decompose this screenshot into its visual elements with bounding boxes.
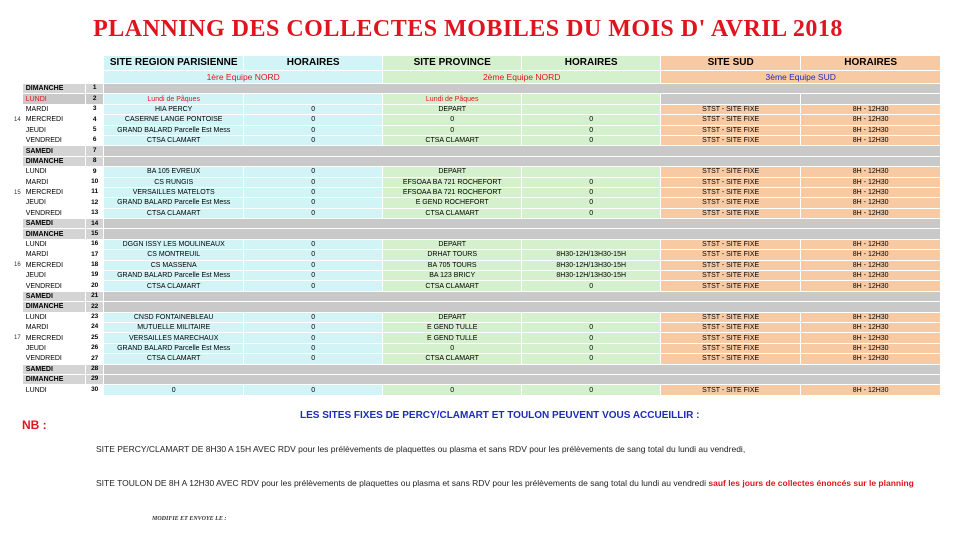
sud-site: STST - SITE FIXE [661, 312, 801, 322]
day-name: MARDI [23, 104, 86, 114]
province-site: DEPART [383, 312, 522, 322]
table-row [14, 94, 941, 104]
paris-site: 0 [104, 385, 244, 395]
sud-horaires: 8H - 12H30 [801, 208, 941, 218]
province-site: DEPART [383, 104, 522, 114]
sud-site: STST - SITE FIXE [661, 177, 801, 187]
team-nord-2: 2ème Equipe NORD [383, 71, 661, 84]
cell-empty [104, 302, 941, 312]
week-number [14, 94, 23, 104]
day-date: 29 [86, 374, 104, 384]
day-name: MERCREDI [23, 260, 86, 270]
paris-site: HIA PERCY [104, 104, 244, 114]
paris-site: GRAND BALARD Parcelle Est Mess [104, 198, 244, 208]
paris-horaires: 0 [244, 260, 383, 270]
day-name: VENDREDI [23, 208, 86, 218]
sud-horaires [801, 94, 941, 104]
province-horaires: 0 [522, 187, 661, 197]
paris-horaires: 0 [244, 187, 383, 197]
paris-site: CS RUNGIS [104, 177, 244, 187]
paris-horaires: 0 [244, 281, 383, 291]
paris-horaires [244, 94, 383, 104]
week-number [14, 271, 23, 281]
sud-site: STST - SITE FIXE [661, 115, 801, 125]
day-date: 17 [86, 250, 104, 260]
day-date: 9 [86, 167, 104, 177]
province-site: EFSOAA BA 721 ROCHEFORT [383, 177, 522, 187]
nb-toulon [96, 477, 936, 489]
paris-horaires: 0 [244, 322, 383, 332]
paris-site: GRAND BALARD Parcelle Est Mess [104, 271, 244, 281]
paris-site: CTSA CLAMART [104, 281, 244, 291]
day-name: DIMANCHE [23, 302, 86, 312]
week-number [14, 281, 23, 291]
day-name: LUNDI [23, 167, 86, 177]
table-row [14, 219, 941, 229]
province-horaires: 8H30-12H/13H30-15H [522, 250, 661, 260]
province-horaires: 0 [522, 322, 661, 332]
cell-empty [104, 219, 941, 229]
week-number [14, 239, 23, 249]
header-paris: SITE REGION PARISIENNE [104, 56, 244, 71]
table-row [14, 374, 941, 384]
province-horaires: 0 [522, 177, 661, 187]
sud-site: STST - SITE FIXE [661, 271, 801, 281]
sud-horaires: 8H - 12H30 [801, 239, 941, 249]
sud-horaires: 8H - 12H30 [801, 104, 941, 114]
table-row [14, 177, 941, 187]
sud-horaires: 8H - 12H30 [801, 135, 941, 145]
table-row [14, 385, 941, 395]
day-date: 27 [86, 354, 104, 364]
day-date: 6 [86, 135, 104, 145]
week-number [14, 125, 23, 135]
day-name: SAMEDI [23, 364, 86, 374]
paris-site: BA 105 EVREUX [104, 167, 244, 177]
sud-horaires: 8H - 12H30 [801, 250, 941, 260]
week-number [14, 302, 23, 312]
week-number [14, 156, 23, 166]
week-number [14, 291, 23, 301]
province-site: DRHAT TOURS [383, 250, 522, 260]
day-name: DIMANCHE [23, 229, 86, 239]
day-name: DIMANCHE [23, 156, 86, 166]
week-number [14, 84, 23, 94]
table-row [14, 333, 941, 343]
province-site: 0 [383, 343, 522, 353]
day-name: SAMEDI [23, 146, 86, 156]
week-number [14, 322, 23, 332]
table-row [14, 198, 941, 208]
paris-horaires: 0 [244, 385, 383, 395]
paris-horaires: 0 [244, 104, 383, 114]
table-row [14, 250, 941, 260]
day-date: 18 [86, 260, 104, 270]
sud-site: STST - SITE FIXE [661, 167, 801, 177]
table-row [14, 167, 941, 177]
paris-horaires: 0 [244, 135, 383, 145]
paris-site: VERSAILLES MATELOTS [104, 187, 244, 197]
team-nord-1: 1ère Equipe NORD [104, 71, 383, 84]
province-site: E GEND ROCHEFORT [383, 198, 522, 208]
sud-site: STST - SITE FIXE [661, 239, 801, 249]
province-horaires: 0 [522, 343, 661, 353]
paris-horaires: 0 [244, 312, 383, 322]
province-site: E GEND TULLE [383, 322, 522, 332]
sud-site: STST - SITE FIXE [661, 333, 801, 343]
sud-site: STST - SITE FIXE [661, 208, 801, 218]
week-number [14, 229, 23, 239]
sud-horaires: 8H - 12H30 [801, 198, 941, 208]
table-row [14, 239, 941, 249]
paris-horaires: 0 [244, 115, 383, 125]
day-date: 16 [86, 239, 104, 249]
week-number [14, 104, 23, 114]
day-date: 5 [86, 125, 104, 135]
day-date: 19 [86, 271, 104, 281]
day-date: 1 [86, 84, 104, 94]
province-site: E GEND TULLE [383, 333, 522, 343]
paris-site: CTSA CLAMART [104, 135, 244, 145]
province-horaires: 0 [522, 125, 661, 135]
day-name: VENDREDI [23, 135, 86, 145]
day-name: VENDREDI [23, 281, 86, 291]
week-number [14, 146, 23, 156]
week-number [14, 177, 23, 187]
day-date: 7 [86, 146, 104, 156]
province-site: CTSA CLAMART [383, 281, 522, 291]
week-number [14, 364, 23, 374]
paris-site: Lundi de Pâques [104, 94, 244, 104]
week-number [14, 385, 23, 395]
week-number [14, 167, 23, 177]
cell-empty [104, 146, 941, 156]
paris-horaires: 0 [244, 343, 383, 353]
paris-site: MUTUELLE MILITAIRE [104, 322, 244, 332]
day-name: VENDREDI [23, 354, 86, 364]
week-number [14, 198, 23, 208]
week-number: 14 [14, 116, 21, 123]
paris-horaires: 0 [244, 208, 383, 218]
sud-horaires: 8H - 12H30 [801, 187, 941, 197]
header-sud-horaires: HORAIRES [801, 56, 941, 71]
sud-horaires: 8H - 12H30 [801, 125, 941, 135]
day-name: DIMANCHE [23, 84, 86, 94]
paris-horaires: 0 [244, 167, 383, 177]
table-row [14, 343, 941, 353]
paris-site: CASERNE LANGE PONTOISE [104, 115, 244, 125]
header-sud: SITE SUD [661, 56, 801, 71]
planning-table [14, 56, 941, 396]
table-row [14, 125, 941, 135]
day-name: LUNDI [23, 94, 86, 104]
sud-site: STST - SITE FIXE [661, 322, 801, 332]
province-horaires: 0 [522, 208, 661, 218]
table-row [14, 208, 941, 218]
day-date: 14 [86, 219, 104, 229]
province-horaires: 0 [522, 115, 661, 125]
paris-horaires: 0 [244, 125, 383, 135]
sud-horaires: 8H - 12H30 [801, 260, 941, 270]
week-number [14, 343, 23, 353]
header-province: SITE PROVINCE [383, 56, 522, 71]
day-date: 13 [86, 208, 104, 218]
province-horaires [522, 167, 661, 177]
table-row [14, 354, 941, 364]
day-date: 23 [86, 312, 104, 322]
sud-horaires: 8H - 12H30 [801, 322, 941, 332]
province-site: BA 123 BRICY [383, 271, 522, 281]
table-row [14, 187, 941, 197]
day-date: 24 [86, 322, 104, 332]
cell-empty [104, 156, 941, 166]
day-name: JEUDI [23, 343, 86, 353]
paris-horaires: 0 [244, 177, 383, 187]
day-date: 10 [86, 177, 104, 187]
day-name: LUNDI [23, 239, 86, 249]
sud-horaires: 8H - 12H30 [801, 385, 941, 395]
sud-site: STST - SITE FIXE [661, 187, 801, 197]
sud-site: STST - SITE FIXE [661, 125, 801, 135]
paris-site: CTSA CLAMART [104, 354, 244, 364]
province-horaires: 0 [522, 135, 661, 145]
week-number [14, 374, 23, 384]
day-name: MARDI [23, 322, 86, 332]
nb-label: NB : [22, 418, 47, 432]
sud-site: STST - SITE FIXE [661, 260, 801, 270]
sud-site: STST - SITE FIXE [661, 385, 801, 395]
province-horaires: 8H30-12H/13H30-15H [522, 260, 661, 270]
table-row [14, 229, 941, 239]
day-name: MERCREDI [23, 115, 86, 125]
province-horaires [522, 239, 661, 249]
sud-site: STST - SITE FIXE [661, 198, 801, 208]
week-number: 17 [14, 335, 21, 342]
day-date: 11 [86, 187, 104, 197]
modified-sent-label: MODIFIE ET ENVOYE LE : [152, 516, 227, 522]
day-date: 20 [86, 281, 104, 291]
province-horaires: 0 [522, 198, 661, 208]
day-date: 21 [86, 291, 104, 301]
paris-horaires: 0 [244, 239, 383, 249]
nb-heading: LES SITES FIXES DE PERCY/CLAMART ET TOULON PEUVENT VOUS ACCUEILLIR : [300, 410, 700, 421]
day-date: 4 [86, 115, 104, 125]
day-date: 12 [86, 198, 104, 208]
sud-horaires: 8H - 12H30 [801, 115, 941, 125]
province-horaires [522, 312, 661, 322]
team-sud: 3ème Equipe SUD [661, 71, 941, 84]
day-name: SAMEDI [23, 219, 86, 229]
nb-toulon-exception: sauf les jours de collectes énoncés sur le planning [708, 478, 914, 488]
table-row [14, 146, 941, 156]
province-horaires [522, 94, 661, 104]
header-row-teams [14, 71, 941, 84]
paris-horaires: 0 [244, 333, 383, 343]
province-site: 0 [383, 125, 522, 135]
sud-horaires: 8H - 12H30 [801, 281, 941, 291]
province-site: 0 [383, 385, 522, 395]
cell-empty [104, 291, 941, 301]
day-name: MARDI [23, 250, 86, 260]
sud-horaires: 8H - 12H30 [801, 333, 941, 343]
week-number [14, 312, 23, 322]
province-site: CTSA CLAMART [383, 135, 522, 145]
sud-site: STST - SITE FIXE [661, 343, 801, 353]
day-name: MERCREDI [23, 187, 86, 197]
paris-site: GRAND BALARD Parcelle Est Mess [104, 343, 244, 353]
day-name: JEUDI [23, 125, 86, 135]
sud-site: STST - SITE FIXE [661, 104, 801, 114]
table-row [14, 271, 941, 281]
day-name: MERCREDI [23, 333, 86, 343]
day-name: LUNDI [23, 385, 86, 395]
sud-site: STST - SITE FIXE [661, 354, 801, 364]
province-horaires: 0 [522, 333, 661, 343]
province-horaires: 8H30-12H/13H30-15H [522, 271, 661, 281]
week-number [14, 354, 23, 364]
week-number: 16 [14, 262, 21, 269]
table-row [14, 312, 941, 322]
table-row [14, 281, 941, 291]
paris-horaires: 0 [244, 354, 383, 364]
sud-horaires: 8H - 12H30 [801, 312, 941, 322]
table-row [14, 364, 941, 374]
week-number [14, 208, 23, 218]
cell-empty [104, 374, 941, 384]
week-number: 15 [14, 189, 21, 196]
table-row [14, 302, 941, 312]
week-number [14, 219, 23, 229]
province-site: CTSA CLAMART [383, 354, 522, 364]
sud-site: STST - SITE FIXE [661, 135, 801, 145]
table-row [14, 156, 941, 166]
cell-empty [104, 84, 941, 94]
province-site: EFSOAA BA 721 ROCHEFORT [383, 187, 522, 197]
day-name: SAMEDI [23, 291, 86, 301]
header-province-horaires: HORAIRES [522, 56, 661, 71]
day-date: 8 [86, 156, 104, 166]
table-row [14, 104, 941, 114]
sud-horaires: 8H - 12H30 [801, 271, 941, 281]
header-row-sites [14, 56, 941, 71]
paris-site: CNSD FONTAINEBLEAU [104, 312, 244, 322]
table-row [14, 291, 941, 301]
paris-horaires: 0 [244, 198, 383, 208]
week-number [14, 135, 23, 145]
day-name: MARDI [23, 177, 86, 187]
table-row [14, 322, 941, 332]
province-site: CTSA CLAMART [383, 208, 522, 218]
province-horaires: 0 [522, 354, 661, 364]
cell-empty [104, 229, 941, 239]
paris-horaires: 0 [244, 271, 383, 281]
day-date: 26 [86, 343, 104, 353]
nb-toulon-text: SITE TOULON DE 8H A 12H30 AVEC RDV pour les prélèvements de plaquettes ou plasma et sans RDV pour les prélèvements de sang total du lundi au vendredi [96, 478, 706, 488]
day-date: 28 [86, 364, 104, 374]
day-date: 15 [86, 229, 104, 239]
day-date: 30 [86, 385, 104, 395]
province-site: DEPART [383, 239, 522, 249]
day-name: JEUDI [23, 198, 86, 208]
day-name: LUNDI [23, 312, 86, 322]
province-site: BA 705 TOURS [383, 260, 522, 270]
sud-horaires: 8H - 12H30 [801, 354, 941, 364]
nb-percy-clamart: SITE PERCY/CLAMART DE 8H30 A 15H AVEC RDV pour les prélèvements de plaquettes ou plasma et sans RDV pour les prélèvements de sang total du lundi au vendredi, [96, 444, 746, 454]
sud-site [661, 94, 801, 104]
sud-horaires: 8H - 12H30 [801, 343, 941, 353]
table-row [14, 115, 941, 125]
province-horaires [522, 104, 661, 114]
paris-site: CTSA CLAMART [104, 208, 244, 218]
paris-site: GRAND BALARD Parcelle Est Mess [104, 125, 244, 135]
province-site: 0 [383, 115, 522, 125]
sud-site: STST - SITE FIXE [661, 250, 801, 260]
province-horaires: 0 [522, 385, 661, 395]
day-date: 2 [86, 94, 104, 104]
table-row [14, 135, 941, 145]
province-horaires: 0 [522, 281, 661, 291]
day-name: JEUDI [23, 271, 86, 281]
table-row [14, 84, 941, 94]
day-date: 25 [86, 333, 104, 343]
paris-site: DGGN ISSY LES MOULINEAUX [104, 239, 244, 249]
day-name: DIMANCHE [23, 374, 86, 384]
paris-site: CS MASSENA [104, 260, 244, 270]
page-title: PLANNING DES COLLECTES MOBILES DU MOIS D' AVRIL 2018 [93, 16, 843, 42]
sud-horaires: 8H - 12H30 [801, 167, 941, 177]
cell-empty [104, 364, 941, 374]
sud-horaires: 8H - 12H30 [801, 177, 941, 187]
province-site: DEPART [383, 167, 522, 177]
day-date: 22 [86, 302, 104, 312]
week-number [14, 250, 23, 260]
day-date: 3 [86, 104, 104, 114]
table-row [14, 260, 941, 270]
paris-site: VERSAILLES MARECHAUX [104, 333, 244, 343]
sud-site: STST - SITE FIXE [661, 281, 801, 291]
paris-horaires: 0 [244, 250, 383, 260]
paris-site: CS MONTREUIL [104, 250, 244, 260]
province-site: Lundi de Pâques [383, 94, 522, 104]
header-paris-horaires: HORAIRES [244, 56, 383, 71]
